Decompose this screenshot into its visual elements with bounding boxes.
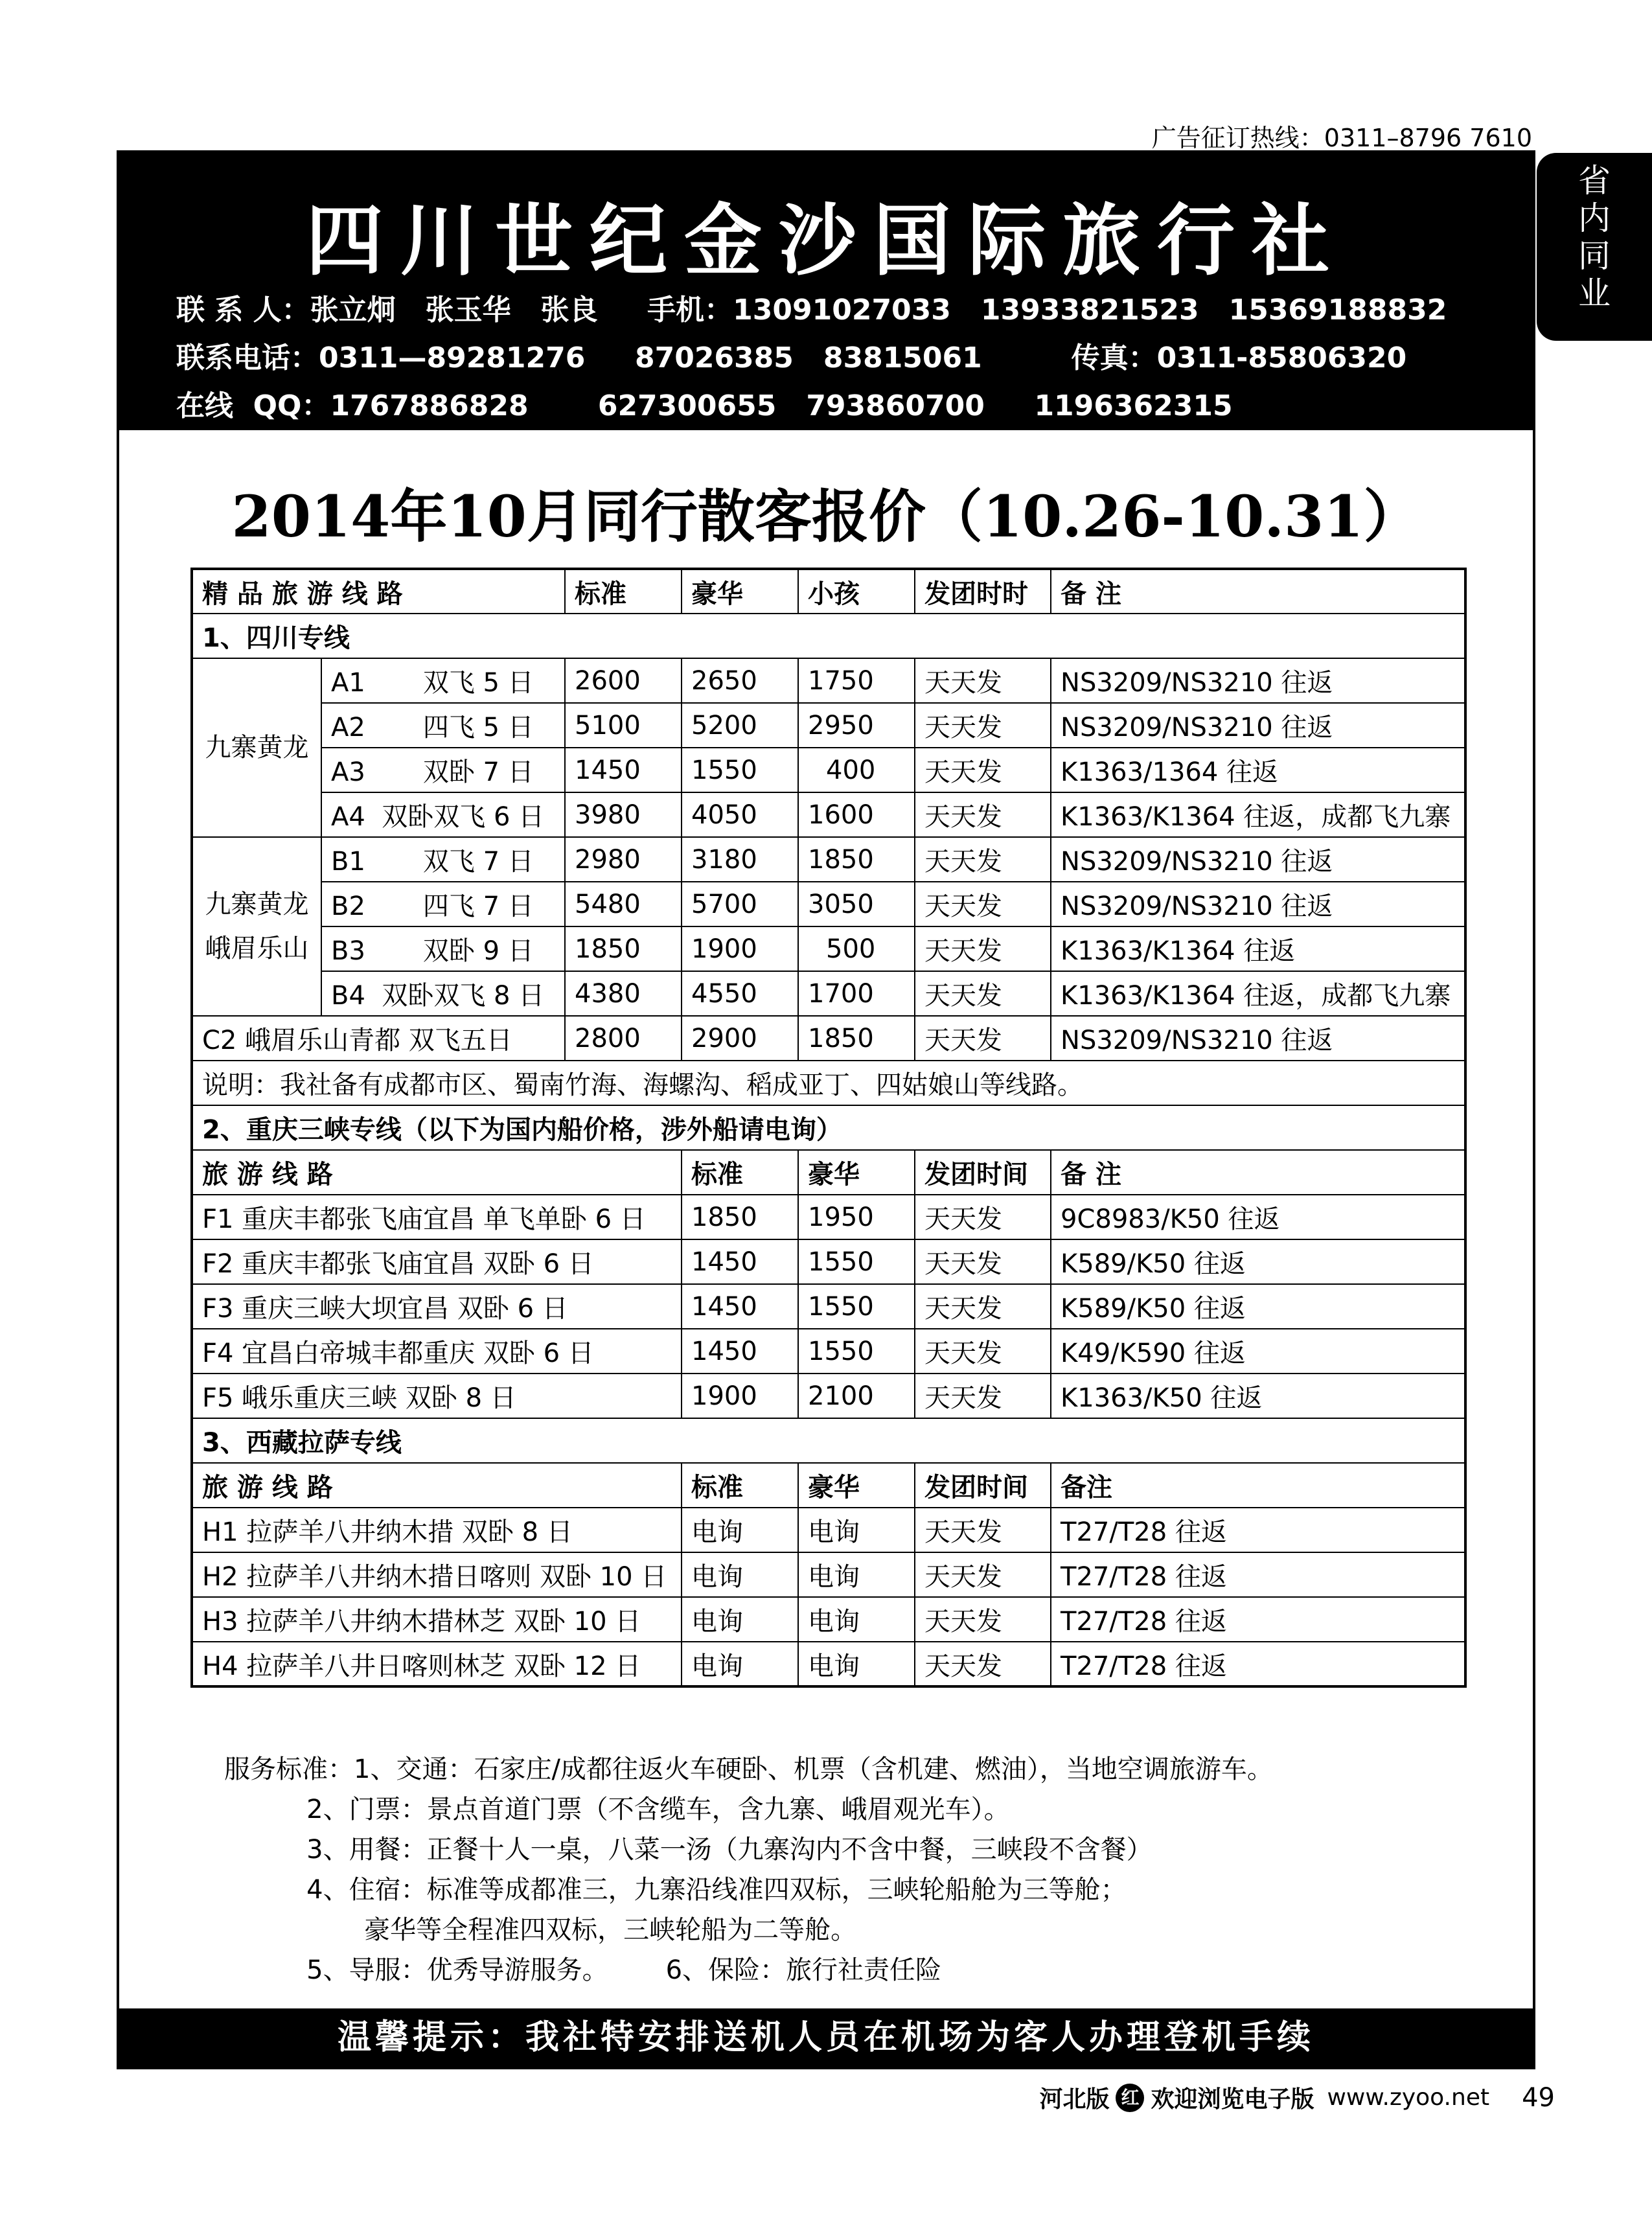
route-cell [321,658,565,703]
table-row [192,882,1465,926]
phones-line: 联系电话：0311—89281276 87026385 83815061 传真：0311-85806320 [176,341,1407,374]
price-standard: 电询 [682,1552,798,1597]
table-row [192,971,1465,1016]
table-row [192,1284,1465,1329]
departure: 天天发 [915,1284,1051,1329]
price-standard: 1450 [682,1329,798,1374]
route-group-jiuzhai: 九寨黄龙 [192,658,321,837]
remarks: T27/T28 往返 [1051,1642,1465,1686]
remarks: NS3209/NS3210 往返 [1051,837,1465,882]
departure: 天天发 [915,837,1051,882]
route-trip: 双飞 5 日 [422,668,534,698]
departure: 天天发 [915,703,1051,748]
section-title: 2、重庆三峡专线（以下为国内船价格，涉外船请电询） [192,1105,1465,1150]
departure: 天天发 [915,658,1051,703]
departure: 天天发 [915,926,1051,971]
departure: 天天发 [915,1552,1051,1597]
header-standard: 标准 [565,569,682,614]
price-luxury: 1550 [798,1284,915,1329]
price-standard: 1900 [682,1374,798,1418]
price-table [190,568,1467,1688]
table-row [192,1508,1465,1552]
section-note: 说明：我社备有成都市区、蜀南竹海、海螺沟、稻成亚丁、四姑娘山等线路。 [192,1061,1465,1105]
price-luxury: 电询 [798,1642,915,1686]
side-tab-char: 内 [1578,200,1611,237]
price-standard: 1450 [682,1239,798,1284]
remarks: K1363/1364 往返 [1051,748,1465,792]
remarks: K1363/K50 往返 [1051,1374,1465,1418]
route-code: A4 [331,802,365,832]
departure: 天天发 [915,748,1051,792]
price-standard: 1450 [565,748,682,792]
price-luxury: 5200 [682,703,798,748]
table-row [192,1239,1465,1284]
website-link[interactable]: www.zyoo.net [1327,2084,1490,2111]
table-row [192,1642,1465,1686]
route-cell: C2 峨眉乐山青都 双飞五日 [192,1016,565,1061]
departure: 天天发 [915,1374,1051,1418]
price-standard: 电询 [682,1597,798,1642]
price-standard: 5480 [565,882,682,926]
route-code: A3 [331,757,365,787]
route-cell: F4 宜昌白帝城丰都重庆 双卧 6 日 [192,1329,682,1374]
header-standard: 标准 [682,1150,798,1195]
departure: 天天发 [915,971,1051,1016]
price-standard: 1850 [565,926,682,971]
price-luxury: 1550 [682,748,798,792]
header-route: 旅 游 线 路 [192,1463,682,1508]
route-cell: H3 拉萨羊八井纳木措林芝 双卧 10 日 [192,1597,682,1642]
route-code: A1 [331,668,365,698]
table-header-row [192,569,1465,614]
route-code: B4 [331,981,365,1011]
table-row [192,1195,1465,1239]
price-standard: 电询 [682,1642,798,1686]
table-row [192,1374,1465,1418]
price-child: 1750 [798,658,915,703]
price-standard: 2600 [565,658,682,703]
departure: 天天发 [915,792,1051,837]
table-row [192,703,1465,748]
section-title-row [192,614,1465,658]
remarks: NS3209/NS3210 往返 [1051,1016,1465,1061]
remarks: K1363/K1364 往返，成都飞九寨 [1051,971,1465,1016]
departure: 天天发 [915,882,1051,926]
header-child: 小孩 [798,569,915,614]
route-cell: H4 拉萨羊八井日喀则林芝 双卧 12 日 [192,1642,682,1686]
header-departure: 发团时时 [915,569,1051,614]
price-child: 1850 [798,1016,915,1061]
tip-bar: 温馨提示：我社特安排送机人员在机场为客人办理登机手续 [119,2008,1533,2067]
price-standard: 5100 [565,703,682,748]
remarks: K49/K590 往返 [1051,1329,1465,1374]
price-luxury: 1900 [682,926,798,971]
route-trip: 双卧双飞 8 日 [382,981,545,1011]
remarks: NS3209/NS3210 往返 [1051,658,1465,703]
price-child: 400 [798,748,915,792]
header-standard: 标准 [682,1463,798,1508]
route-code: B3 [331,936,365,966]
departure: 天天发 [915,1239,1051,1284]
price-luxury: 5700 [682,882,798,926]
departure: 天天发 [915,1195,1051,1239]
section-title: 1、四川专线 [192,614,1465,658]
route-cell: F5 峨乐重庆三峡 双卧 8 日 [192,1374,682,1418]
header-departure: 发团时间 [915,1150,1051,1195]
page-number: 49 [1522,2082,1555,2113]
price-child: 1700 [798,971,915,1016]
price-luxury: 电询 [798,1552,915,1597]
header-departure: 发团时间 [915,1463,1051,1508]
table-row [192,792,1465,837]
header-remarks: 备 注 [1051,569,1465,614]
route-cell [321,748,565,792]
price-standard: 1450 [682,1284,798,1329]
route-trip: 双卧 9 日 [422,936,534,966]
price-child: 500 [798,926,915,971]
price-luxury: 电询 [798,1597,915,1642]
contacts-line: 联 系 人：张立炯 张玉华 张良 手机：13091027033 13933821523 15369188832 [176,293,1447,327]
section-header-row [192,1150,1465,1195]
route-cell [321,926,565,971]
qq-line: 在线 QQ：1767886828 627300655 793860700 1196362315 [176,389,1233,422]
route-trip: 四飞 7 日 [422,891,534,921]
side-tab-char: 同 [1578,237,1611,275]
section-header-row [192,1463,1465,1508]
price-child: 3050 [798,882,915,926]
price-standard: 4380 [565,971,682,1016]
header-luxury: 豪华 [682,569,798,614]
header-remarks: 备注 [1051,1463,1465,1508]
price-luxury: 1950 [798,1195,915,1239]
price-luxury: 4550 [682,971,798,1016]
route-cell [321,882,565,926]
departure: 天天发 [915,1508,1051,1552]
price-child: 1850 [798,837,915,882]
header-luxury: 豪华 [798,1463,915,1508]
section-title-row [192,1418,1465,1463]
route-cell: H2 拉萨羊八井纳木措日喀则 双卧 10 日 [192,1552,682,1597]
route-code: B1 [331,847,365,877]
remarks: T27/T28 往返 [1051,1508,1465,1552]
price-standard: 2980 [565,837,682,882]
remarks: T27/T28 往返 [1051,1597,1465,1642]
route-code: B2 [331,891,365,921]
agency-header [119,153,1533,430]
price-luxury: 1550 [798,1329,915,1374]
price-luxury: 2900 [682,1016,798,1061]
price-luxury: 电询 [798,1508,915,1552]
magazine-logo-icon: 红 [1116,2084,1144,2112]
header-remarks: 备 注 [1051,1150,1465,1195]
departure: 天天发 [915,1597,1051,1642]
route-cell: F3 重庆三峡大坝宜昌 双卧 6 日 [192,1284,682,1329]
remarks: K1363/K1364 往返 [1051,926,1465,971]
section-title: 3、西藏拉萨专线 [192,1418,1465,1463]
departure: 天天发 [915,1329,1051,1374]
remarks: K1363/K1364 往返，成都飞九寨 [1051,792,1465,837]
remarks: NS3209/NS3210 往返 [1051,882,1465,926]
route-cell: F2 重庆丰都张飞庙宜昌 双卧 6 日 [192,1239,682,1284]
table-row [192,837,1465,882]
price-standard: 2800 [565,1016,682,1061]
route-cell [321,971,565,1016]
table-row [192,1061,1465,1105]
route-code: A2 [331,713,365,742]
price-standard: 3980 [565,792,682,837]
route-cell [321,837,565,882]
side-tab-char: 业 [1578,275,1611,312]
price-luxury: 2650 [682,658,798,703]
departure: 天天发 [915,1016,1051,1061]
price-standard: 1850 [682,1195,798,1239]
route-group-jiuzhai-emei: 九寨黄龙峨眉乐山 [192,837,321,1016]
service-standards: 服务标准：1、交通：石家庄/成都往返火车硬卧、机票（含机建、燃油），当地空调旅游车。 2、门票：景点首道门票（不含缆车，含九寨、峨眉观光车）。 3、用餐：正餐十人一桌，八菜一汤（九寨沟内不含中餐，三峡段不含餐） 4、住宿：标准等成都准三，九寨沿线准四双标，三峡轮船舱为三等舱； 豪华等全程准四双标，三峡轮船为二等舱。 5、导服：优秀导游服务。 6、保险：旅行社责任险 [224,1754,1273,1985]
price-child: 2950 [798,703,915,748]
departure: 天天发 [915,1642,1051,1686]
remarks: T27/T28 往返 [1051,1552,1465,1597]
route-trip: 双飞 7 日 [422,847,534,877]
header-route: 旅 游 线 路 [192,1150,682,1195]
page-footer [1039,2081,1555,2114]
route-trip: 双卧双飞 6 日 [382,802,545,832]
agency-name: 四川世纪金沙国际旅行社 [306,195,1346,286]
table-row [192,1552,1465,1597]
section-title-row [192,1105,1465,1150]
table-row [192,1016,1465,1061]
table-row [192,1597,1465,1642]
route-cell [321,792,565,837]
remarks: K589/K50 往返 [1051,1239,1465,1284]
table-row [192,926,1465,971]
route-cell [321,703,565,748]
side-tab-provincial [1537,153,1652,341]
route-trip: 双卧 7 日 [422,757,534,787]
route-cell: H1 拉萨羊八井纳木措 双卧 8 日 [192,1508,682,1552]
price-luxury: 1550 [798,1239,915,1284]
price-child: 1600 [798,792,915,837]
ad-hotline: 广告征订热线：0311–8796 7610 [1151,124,1532,152]
table-row [192,1329,1465,1374]
header-luxury: 豪华 [798,1150,915,1195]
welcome-text: 欢迎浏览电子版 [1151,2086,1314,2113]
price-luxury: 3180 [682,837,798,882]
remarks: 9C8983/K50 往返 [1051,1195,1465,1239]
price-luxury: 4050 [682,792,798,837]
table-row [192,748,1465,792]
table-row [192,658,1465,703]
price-standard: 电询 [682,1508,798,1552]
remarks: K589/K50 往返 [1051,1284,1465,1329]
header-route: 精 品 旅 游 线 路 [192,569,565,614]
side-tab-char: 省 [1578,162,1611,200]
route-trip: 四飞 5 日 [422,713,534,742]
edition-label: 河北版 [1039,2086,1110,2113]
route-cell: F1 重庆丰都张飞庙宜昌 单飞单卧 6 日 [192,1195,682,1239]
price-luxury: 2100 [798,1374,915,1418]
remarks: NS3209/NS3210 往返 [1051,703,1465,748]
main-title: 2014年10月同行散客报价（10.26-10.31） [231,483,1421,550]
